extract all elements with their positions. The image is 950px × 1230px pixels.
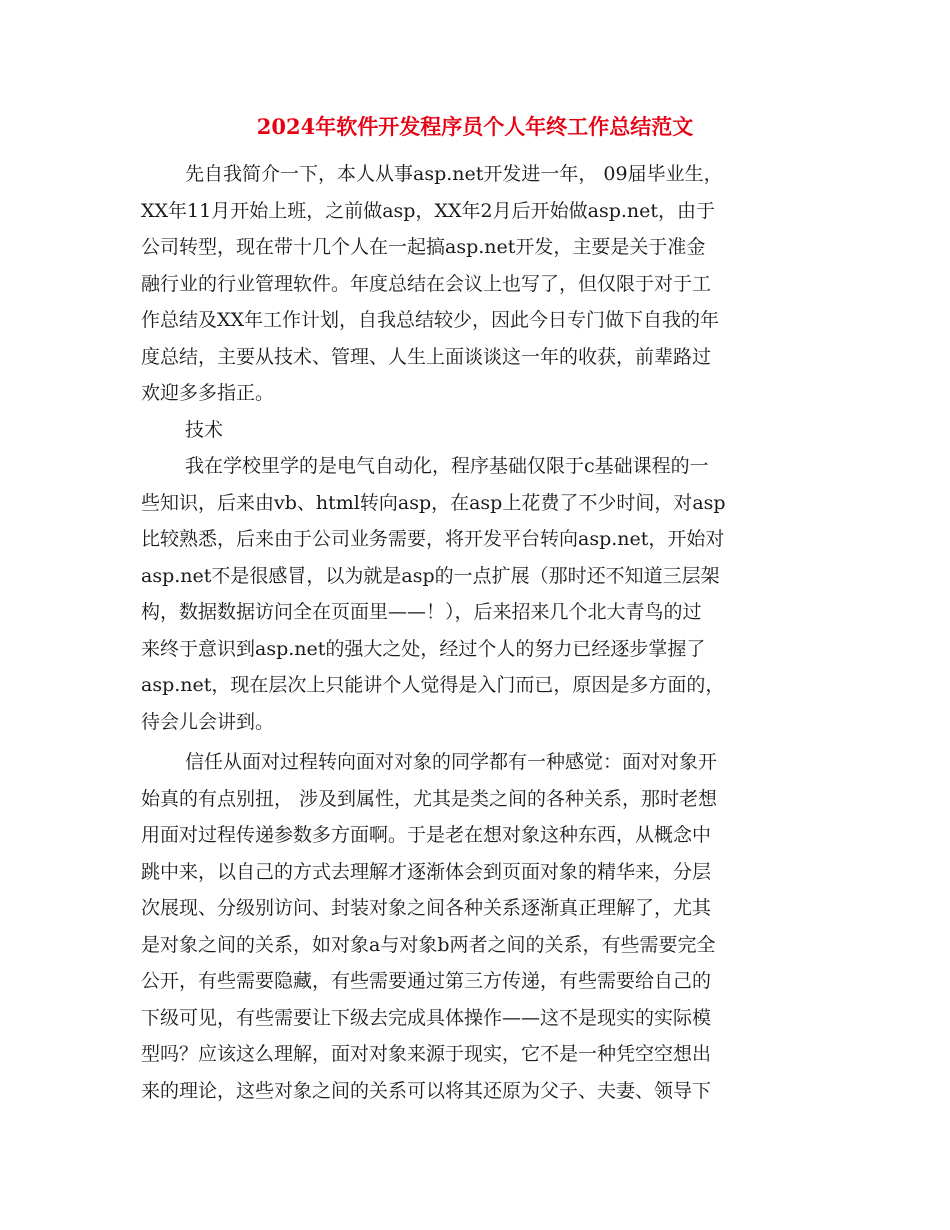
text-line: 我在学校里学的是电气自动化，程序基础仅限于c基础课程的一 — [185, 455, 709, 477]
text-line: 型吗？应该这么理解，面对对象来源于现实，它不是一种凭空空想出 — [141, 1043, 712, 1065]
text-line: 比较熟悉，后来由于公司业务需要，将开发平台转向asp.net，开始对 — [141, 528, 725, 550]
text-line: 融行业的行业管理软件。年度总结在会议上也写了，但仅限于对于工 — [141, 272, 712, 295]
text-line: 来的理论，这些对象之间的关系可以将其还原为父子、夫妻、领导下 — [141, 1079, 712, 1102]
text-line: 公开，有些需要隐藏，有些需要通过第三方传递，有些需要给自己的 — [141, 970, 712, 992]
text-line: 是对象之间的关系，如对象a与对象b两者之间的关系，有些需要完全 — [141, 933, 716, 956]
text-line: 来终于意识到asp.net的强大之处，经过个人的努力已经逐步掌握了 — [141, 637, 706, 660]
text-line: 下级可见，有些需要让下级去完成具体操作——这不是现实的实际模 — [141, 1006, 712, 1029]
text-line: 公司转型，现在带十几个人在一起搞asp.net开发，主要是关于准金 — [141, 236, 706, 258]
text-line: 度总结，主要从技术、管理、人生上面谈谈这一年的收获，前辈路过 — [141, 345, 712, 368]
section-heading — [141, 412, 811, 449]
text-line: 构，数据数据访问全在页面里——！），后来招来几个北大青鸟的过 — [141, 601, 702, 623]
text-line: 跳中来，以自己的方式去理解才逐渐体会到页面对象的精华来，分层 — [141, 860, 712, 883]
text-line: 信任从面对过程转向面对对象的同学都有一种感觉：面对对象开 — [185, 751, 718, 773]
paragraph-intro — [141, 156, 811, 412]
section-heading-text: 技术 — [185, 418, 224, 441]
text-line: 始真的有点别扭， 涉及到属性，尤其是类之间的各种关系，那时老想 — [141, 787, 718, 810]
text-line: 些知识，后来由vb、html转向asp，在asp上花费了不少时间，对asp — [141, 491, 726, 514]
text-line: asp.net不是很感冒，以为就是asp的一点扩展（那时还不知道三层架 — [141, 564, 720, 587]
document-title: 2024年软件开发程序员个人年终工作总结范文 — [256, 114, 694, 139]
text-line: XX年11月开始上班，之前做asp，XX年2月后开始做asp.net，由于 — [141, 199, 716, 222]
text-line: 作总结及XX年工作计划，自我总结较少，因此今日专门做下自我的年 — [141, 309, 720, 331]
text-line: 欢迎多多指正。 — [141, 382, 275, 404]
text-line: asp.net，现在层次上只能讲个人觉得是入门而已，原因是多方面的， — [141, 674, 725, 696]
text-line: 先自我简介一下，本人从事asp.net开发进一年， 09届毕业生， — [185, 163, 723, 185]
text-line: 用面对过程传递参数多方面啊。于是老在想对象这种东西，从概念中 — [141, 824, 712, 846]
text-line: 次展现、分级别访问、封装对象之间各种关系逐渐真正理解了，尤其 — [141, 897, 712, 919]
text-line: 待会儿会讲到。 — [141, 710, 275, 733]
paragraph-technology — [141, 448, 811, 740]
paragraph-oop — [141, 744, 811, 1109]
document-body — [141, 156, 811, 1109]
